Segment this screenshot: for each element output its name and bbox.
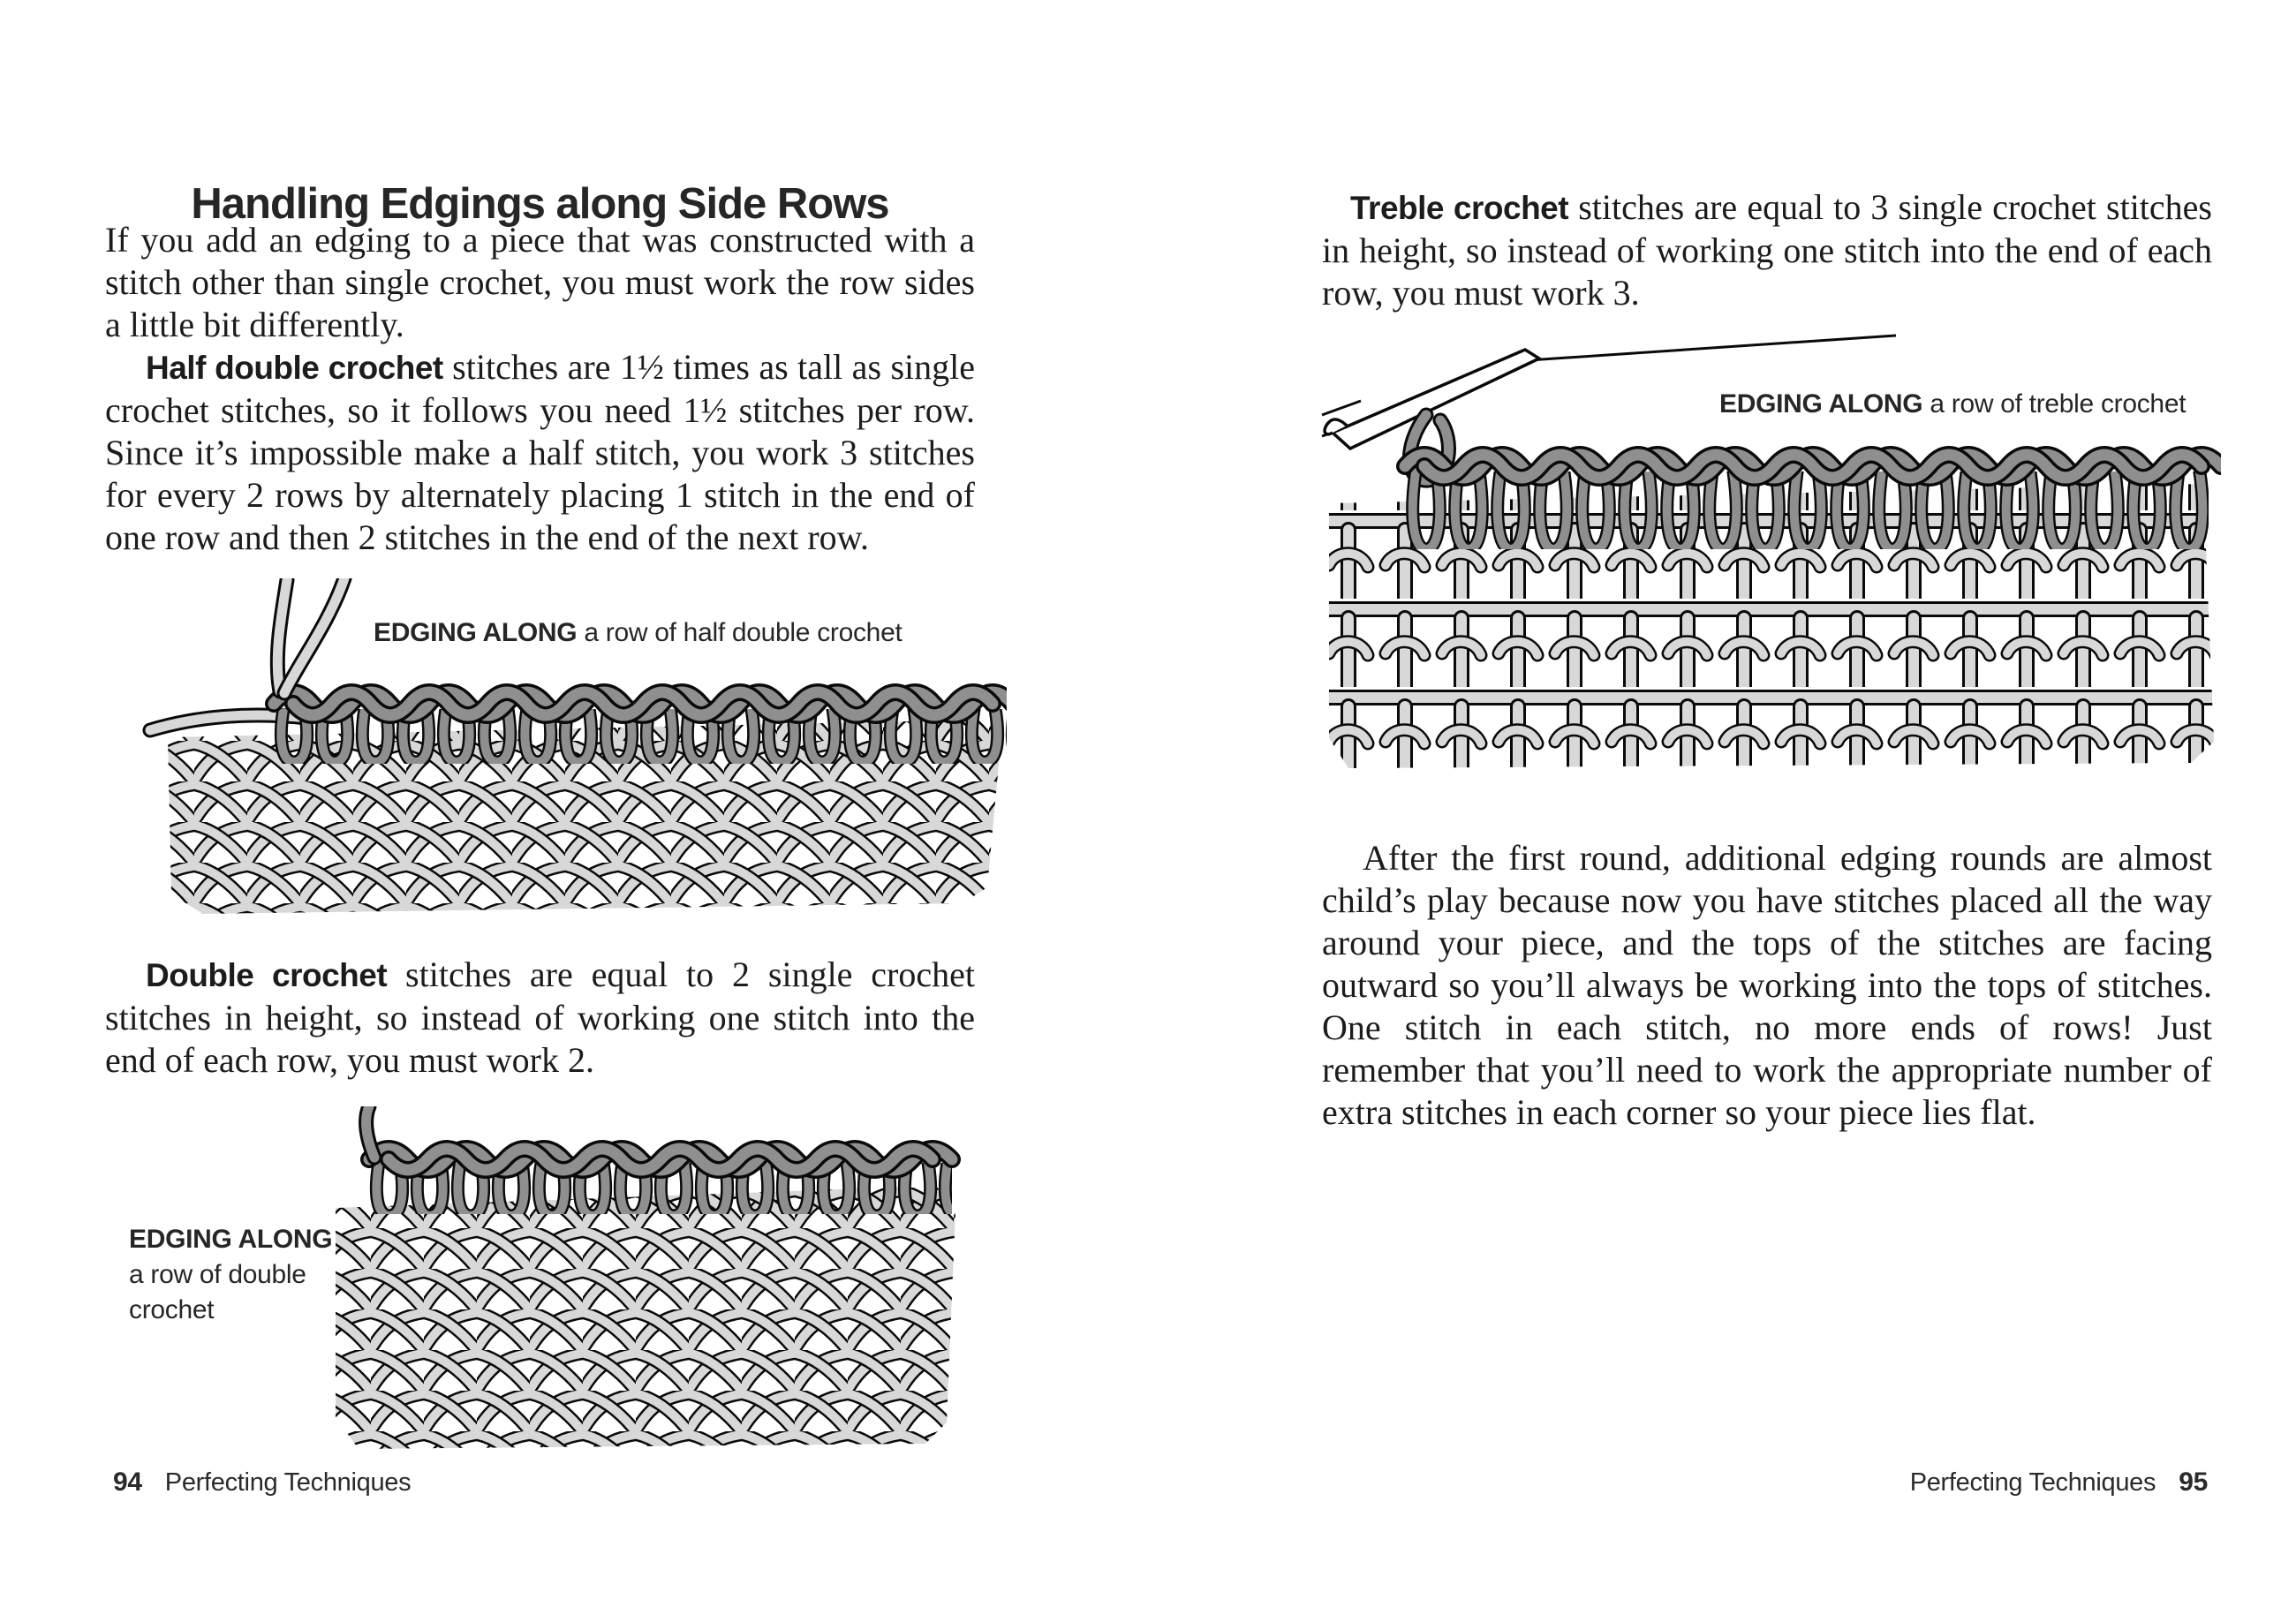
half-double-crochet-lead: Half double crochet	[146, 350, 443, 386]
half-double-crochet-paragraph	[105, 346, 975, 559]
after-first-round-paragraph: After the first round, additional edging rounds are almost child’s play because now you have stitches placed all the way around your piece, and the tops of the stitches are facing outward so you’ll always be working into the tops of stitches. One stitch in each stitch, no more ends of rows! Just remember that you’ll need to work the appropriate number of extra stitches in each corner so your piece lies flat.	[1322, 838, 2212, 1132]
caption-lead: EDGING ALONG	[374, 618, 578, 647]
caption-lead: EDGING ALONG	[129, 1225, 333, 1254]
crochet-hook	[1333, 350, 1539, 449]
treble-crochet-paragraph	[1322, 186, 2212, 314]
page-number: 94	[113, 1467, 142, 1497]
treble-figure-caption	[1719, 389, 2186, 419]
left-page-footer	[113, 1467, 411, 1498]
caption-line2: a row of double	[129, 1260, 306, 1289]
page-title: Handling Edgings along Side Rows	[191, 180, 889, 228]
intro-paragraph: If you add an edging to a piece that was constructed with a stitch other than single crochet, you must work the row sides a little bit differently.	[105, 220, 975, 344]
double-crochet-lead: Double crochet	[146, 957, 388, 993]
caption-lead: EDGING ALONG	[1719, 389, 1923, 419]
section-name: Perfecting Techniques	[1909, 1468, 2156, 1497]
yarn-tail	[1322, 401, 1361, 415]
caption-rest: a row of half double crochet	[577, 618, 903, 647]
half-double-figure-caption	[374, 618, 903, 648]
double-crochet-paragraph	[105, 954, 975, 1082]
treble-crochet-text: stitches are equal to 3 single crochet stitches in height, so instead of working one stitch into the end of each row, you must work 3.	[1322, 187, 2212, 313]
caption-line3: crochet	[129, 1295, 215, 1324]
treble-crochet-lead: Treble crochet	[1350, 190, 1569, 226]
half-double-crochet-text: stitches are 1½ times as tall as single crochet stitches, so it follows you need 1½ stitches per row. Since it’s impossible make a half stitch, you work 3 stitches for every 2 rows by alternately placing 1 stitch in the end of one row and then 2 stitches in the end of the next row.	[105, 347, 975, 557]
right-page-footer	[1910, 1467, 2208, 1498]
double-crochet-text: stitches are equal to 2 single crochet stitches in height, so instead of working one stitch into the end of each row, you must work 2.	[105, 954, 975, 1080]
page-number: 95	[2179, 1467, 2208, 1497]
double-crochet-figure	[318, 1106, 963, 1455]
yarn-strand-line	[1529, 336, 1896, 360]
section-name: Perfecting Techniques	[164, 1468, 412, 1497]
caption-rest: a row of treble crochet	[1922, 389, 2186, 419]
swatch-body	[336, 1186, 955, 1449]
